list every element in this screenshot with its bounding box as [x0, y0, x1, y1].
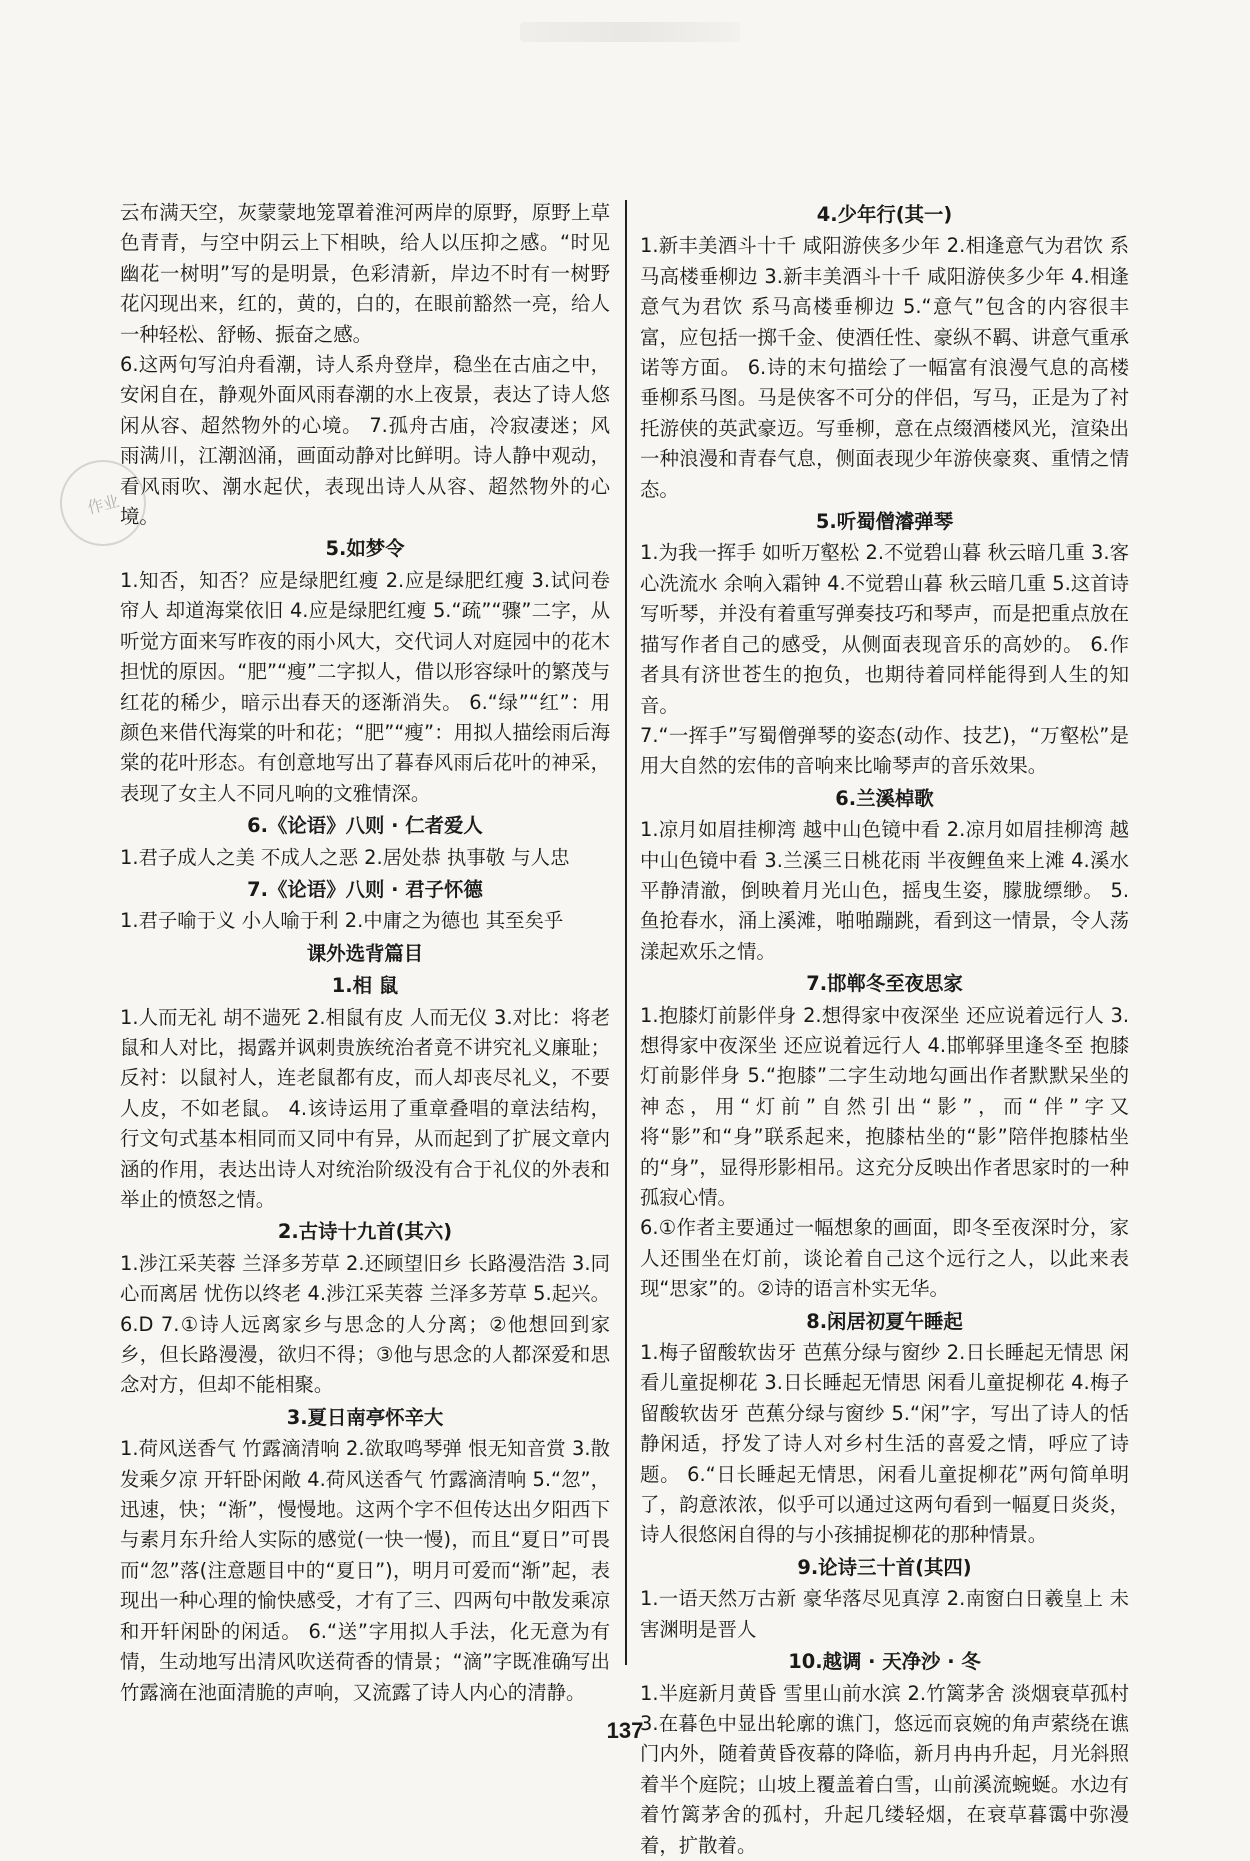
right-paragraph: 1.凉月如眉挂柳湾 越中山色镜中看 2.凉月如眉挂柳湾 越中山色镜中看 3.兰溪三日桃花雨 半夜鲤鱼来上滩 4.溪水平静清澈，倒映着月光山色，摇曳生姿，朦胧缥缈。 5.鱼抢春水，涌上溪滩，啪啪蹦跳，看到这一情景，令人荡漾起欢乐之情。: [640, 818, 1129, 963]
right-heading: 6.兰溪棹歌: [835, 786, 934, 810]
right-paragraph: 1.新丰美酒斗十千 咸阳游侠多少年 2.相逢意气为君饮 系马高楼垂柳边 3.新丰美酒斗十千 咸阳游侠多少年 4.相逢意气为君饮 系马高楼垂柳边 5.“意气”包含的内容很丰富，应包括一掷千金、使酒任性、豪纵不羁、讲意气重承诺等方面。 6.诗的末句描绘了一幅富有浪漫气息的高楼垂柳系马图。马是侠客不可分的伴侣，写马，正是为了衬托游侠的英武豪迈。写垂柳，意在点缀酒楼风光，渲染出一种浪漫和青春气息，侧面表现少年游侠豪爽、重情之情态。: [640, 234, 1129, 501]
left-heading: 5.如梦令: [325, 537, 405, 561]
left-heading: 6.《论语》八则 · 仁者爱人: [247, 814, 483, 838]
left-paragraph: 1.知否，知否？应是绿肥红瘦 2.应是绿肥红瘦 3.试问卷帘人 却道海棠依旧 4.应是绿肥红瘦 5.“疏”“骤”二字，从听觉方面来写昨夜的雨小风大，交代词人对庭园中的花木担忧的原因。“肥”“瘦”二字拟人，借以形容绿叶的繁茂与红花的稀少，暗示出春天的逐渐消失。 6.“绿”“红”：用颜色来借代海棠的叶和花；“肥”“瘦”：用拟人描绘雨后海棠的花叶形态。有创意地写出了暮春风雨后花叶的神采，表现了女主人不同凡响的文雅情深。: [120, 568, 610, 805]
right-paragraph: 6.①作者主要通过一幅想象的画面，即冬至夜深时分，家人还围坐在灯前，谈论着自己这个远行之人，以此来表现“思家”的。②诗的语言朴实无华。: [640, 1216, 1129, 1301]
right-heading: 5.听蜀僧濬弹琴: [815, 510, 954, 534]
right-paragraph: 1.梅子留酸软齿牙 芭蕉分绿与窗纱 2.日长睡起无情思 闲看儿童捉柳花 3.日长睡起无情思 闲看儿童捉柳花 4.梅子留酸软齿牙 芭蕉分绿与窗纱 5.“闲”字，写出了诗人的恬静闲适，抒发了诗人对乡村生活的喜爱之情，呼应了诗题。 6.“日长睡起无情思，闲看儿童捉柳花”两句简单明了，韵意浓浓，似乎可以通过这两句看到一幅夏日炎炎，诗人很悠闲自得的与小孩捕捉柳花的那种情景。: [640, 1341, 1129, 1547]
stamp-text: 作业: [85, 490, 122, 518]
right-paragraph: 7.“一挥手”写蜀僧弹琴的姿态(动作、技艺)，“万壑松”是用大自然的宏伟的音响来比喻琴声的音乐效果。: [640, 723, 1129, 778]
page-number: 137: [606, 1718, 644, 1743]
right-heading: 8.闲居初夏午睡起: [806, 1309, 963, 1333]
left-heading: 3.夏日南亭怀辛大: [286, 1405, 444, 1429]
right-paragraph: 1.为我一挥手 如听万壑松 2.不觉碧山暮 秋云暗几重 3.客心洗流水 余响入霜钟 4.不觉碧山暮 秋云暗几重 5.这首诗写听琴，并没有着重写弹奏技巧和琴声，而是把重点放在描写作者自己的感受，从侧面表现音乐的高妙的。 6.作者具有济世苍生的抱负，也期待着同样能得到人生的知音。: [640, 541, 1129, 717]
right-column: [640, 198, 1129, 1861]
right-paragraph: 1.抱膝灯前影伴身 2.想得家中夜深坐 还应说着远行人 3.想得家中夜深坐 还应说着远行人 4.邯郸驿里逢冬至 抱膝灯前影伴身 5.“抱膝”二字生动地勾画出作者默默呆坐的神态，用“灯前”自然引出“影”，而“伴”字又将“影”和“身”联系起来，抱膝枯坐的“影”陪伴抱膝枯坐的“身”，显得形影相吊。这充分反映出作者思家时的一种孤寂心情。: [640, 1003, 1129, 1209]
right-paragraph: 1.半庭新月黄昏 雪里山前水滨 2.竹篱茅舍 淡烟衰草孤村 3.在暮色中显出轮廓的谯门，悠远而哀婉的角声萦绕在谯门内外，随着黄昏夜幕的降临，新月冉冉升起，月光斜照着半个庭院；山坡上覆盖着白雪，山前溪流蜿蜒。水边有着竹篱茅舍的孤村，升起几缕轻烟，在衰草暮霭中弥漫着，扩散着。: [640, 1681, 1129, 1857]
right-heading: 9.论诗三十首(其四): [797, 1555, 972, 1579]
left-paragraph: 1.涉江采芙蓉 兰泽多芳草 2.还顾望旧乡 长路漫浩浩 3.同心而离居 忧伤以终老 4.涉江采芙蓉 兰泽多芳草 5.起兴。 6.D 7.①诗人远离家乡与思念的人分离；②他想回到家乡，但长路漫漫，欲归不得；③他与思念的人都深爱和思念对方，但却不能相聚。: [120, 1251, 610, 1397]
faint-header-mark: [520, 22, 740, 42]
left-paragraph: 1.人而无礼 胡不遄死 2.相鼠有皮 人而无仪 3.对比：将老鼠和人对比，揭露并讽刺贵族统治者竟不讲究礼义廉耻；反衬：以鼠衬人，连老鼠都有皮，而人却丧尽礼义，不要人皮，不如老鼠。 4.该诗运用了重章叠唱的章法结构，行文句式基本相同而又同中有异，从而起到了扩展文章内涵的作用，表达出诗人对统治阶级没有合于礼仪的外表和举止的愤怒之情。: [120, 1005, 610, 1211]
left-paragraph: 云布满天空，灰蒙蒙地笼罩着淮河两岸的原野，原野上草色青青，与空中阴云上下相映，给人以压抑之感。“时见幽花一树明”写的是明景，色彩清新，岸边不时有一树野花闪现出来，红的，黄的，白的，在眼前豁然一亮，给人一种轻松、舒畅、振奋之感。: [120, 201, 610, 346]
left-paragraph: 1.君子喻于义 小人喻于利 2.中庸之为德也 其至矣乎: [120, 909, 564, 933]
right-paragraph: 1.一语天然万古新 豪华落尽见真淳 2.南窗白日羲皇上 未害渊明是晋人: [640, 1587, 1129, 1641]
left-heading: 7.《论语》八则 · 君子怀德: [247, 877, 483, 901]
column-divider: [625, 200, 627, 1665]
right-heading: 7.邯郸冬至夜思家: [806, 972, 963, 996]
left-paragraph: 1.君子成人之美 不成人之恶 2.居处恭 执事敬 与人忠: [120, 845, 570, 869]
left-heading: 课外选背篇目: [306, 941, 424, 965]
left-heading: 1.相 鼠: [331, 974, 399, 998]
right-heading: 10.越调 · 天净沙 · 冬: [788, 1650, 981, 1674]
left-paragraph: 6.这两句写泊舟看潮，诗人系舟登岸，稳坐在古庙之中，安闲自在，静观外面风雨春潮的水上夜景，表达了诗人悠闲从容、超然物外的心境。 7.孤舟古庙，冷寂凄迷；风雨满川，江潮汹涌，画面动静对比鲜明。诗人静中观动，看风雨吹、潮水起伏，表现出诗人从容、超然物外的心境。: [120, 353, 610, 529]
right-heading: 4.少年行(其一): [816, 203, 953, 226]
left-paragraph: 1.荷风送香气 竹露滴清响 2.欲取鸣琴弹 恨无知音赏 3.散发乘夕凉 开轩卧闲敞 4.荷风送香气 竹露滴清响 5.“忽”，迅速，快；“渐”，慢慢地。这两个字不但传达出夕阳西下与素月东升给人实际的感觉(一快一慢)，而且“夏日”可畏而“忽”落(注意题目中的“夏日”)，明月可爱而“渐”起，表现出一种心理的愉快感受，才有了三、四两句中散发乘凉和开轩闲卧的闲适。 6.“送”字用拟人手法，化无意为有情，生动地写出清风吹送荷香的情景；“滴”字既准确写出竹露滴在池面清脆的声响，又流露了诗人内心的清静。: [120, 1437, 610, 1704]
left-heading: 2.古诗十九首(其六): [277, 1220, 453, 1244]
left-column: [120, 198, 610, 1708]
